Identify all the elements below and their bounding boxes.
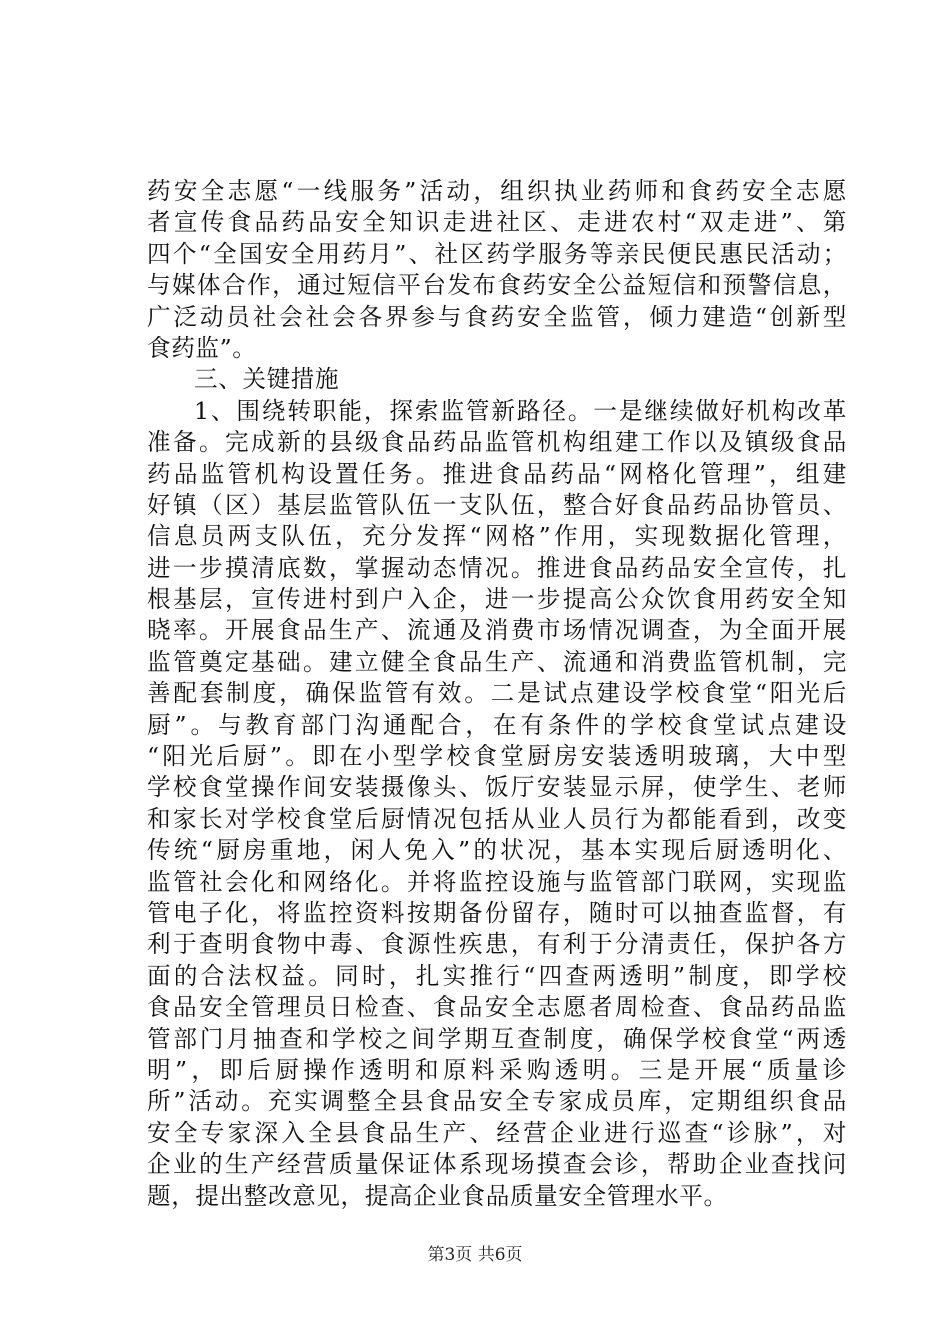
- text-line: 所”活动。充实调整全县食品安全专家成员库，定期组织食品: [147, 1087, 847, 1116]
- page-number-footer: 第3页 共6页: [427, 1245, 523, 1265]
- text-line: 食药监”。: [147, 333, 257, 362]
- text-line: 传统“厨房重地，闲人免入”的状况，基本实现后厨透明化、: [147, 836, 847, 865]
- text-line: 进一步摸清底数，掌握动态情况。推进食品药品安全宣传，扎: [147, 553, 847, 582]
- text-line: 管电子化，将监控资料按期备份留存，随时可以抽查监督，有: [147, 898, 847, 927]
- text-line: 准备。完成新的县级食品药品监管机构组建工作以及镇级食品: [147, 428, 847, 457]
- text-line: 管部门月抽查和学校之间学期互查制度，确保学校食堂“两透: [147, 1024, 847, 1053]
- document-body: [147, 176, 847, 1212]
- text-line: 和家长对学校食堂后厨情况包括从业人员行为都能看到，改变: [147, 804, 847, 833]
- text-line: 监管社会化和网络化。并将监控设施与监管部门联网，实现监: [147, 867, 847, 896]
- text-line: 信息员两支队伍，充分发挥“网格”作用，实现数据化管理，: [147, 522, 847, 551]
- text-line: 食品安全管理员日检查、食品安全志愿者周检查、食品药品监: [147, 993, 847, 1022]
- text-line: 四个“全国安全用药月”、社区药学服务等亲民便民惠民活动；: [147, 239, 847, 268]
- text-line: 企业的生产经营质量保证体系现场摸查会诊，帮助企业查找问: [147, 1150, 847, 1179]
- text-line: 面的合法权益。同时，扎实推行“四查两透明”制度，即学校: [147, 961, 847, 990]
- section-heading: 三、关键措施: [194, 365, 340, 394]
- text-line: 者宣传食品药品安全知识走进社区、走进农村“双走进”、第: [147, 208, 847, 237]
- text-line: 善配套制度，确保监管有效。二是试点建设学校食堂“阳光后: [147, 679, 847, 708]
- text-line: 广泛动员社会社会各界参与食药安全监管，倾力建造“创新型: [147, 302, 847, 331]
- text-line: 晓率。开展食品生产、流通及消费市场情况调查，为全面开展: [147, 616, 847, 645]
- text-line: 利于查明食物中毒、食源性疾患，有利于分清责任，保护各方: [147, 930, 847, 959]
- text-line: 安全专家深入全县食品生产、经营企业进行巡查“诊脉”，对: [147, 1118, 847, 1147]
- text-line: 学校食堂操作间安装摄像头、饭厅安装显示屏，使学生、老师: [147, 773, 847, 802]
- text-line: 好镇（区）基层监管队伍一支队伍，整合好食品药品协管员、: [147, 490, 847, 519]
- text-line: 与媒体合作，通过短信平台发布食药安全公益短信和预警信息，: [147, 271, 847, 300]
- text-line: 厨”。与教育部门沟通配合，在有条件的学校食堂试点建设: [147, 710, 847, 739]
- text-line: 1、围绕转职能，探索监管新路径。一是继续做好机构改革: [194, 396, 847, 425]
- text-line: “阳光后厨”。即在小型学校食堂厨房安装透明玻璃，大中型: [147, 742, 847, 771]
- text-line: 题，提出整改意见，提高企业食品质量安全管理水平。: [147, 1181, 728, 1210]
- text-line: 监管奠定基础。建立健全食品生产、流通和消费监管机制，完: [147, 647, 847, 676]
- text-line: 药品监管机构设置任务。推进食品药品“网格化管理”，组建: [147, 459, 847, 488]
- text-line: 根基层，宣传进村到户入企，进一步提高公众饮食用药安全知: [147, 585, 847, 614]
- text-line: 明”，即后厨操作透明和原料采购透明。三是开展“质量诊: [147, 1055, 847, 1084]
- text-line: 药安全志愿“一线服务”活动，组织执业药师和食药安全志愿: [147, 177, 847, 205]
